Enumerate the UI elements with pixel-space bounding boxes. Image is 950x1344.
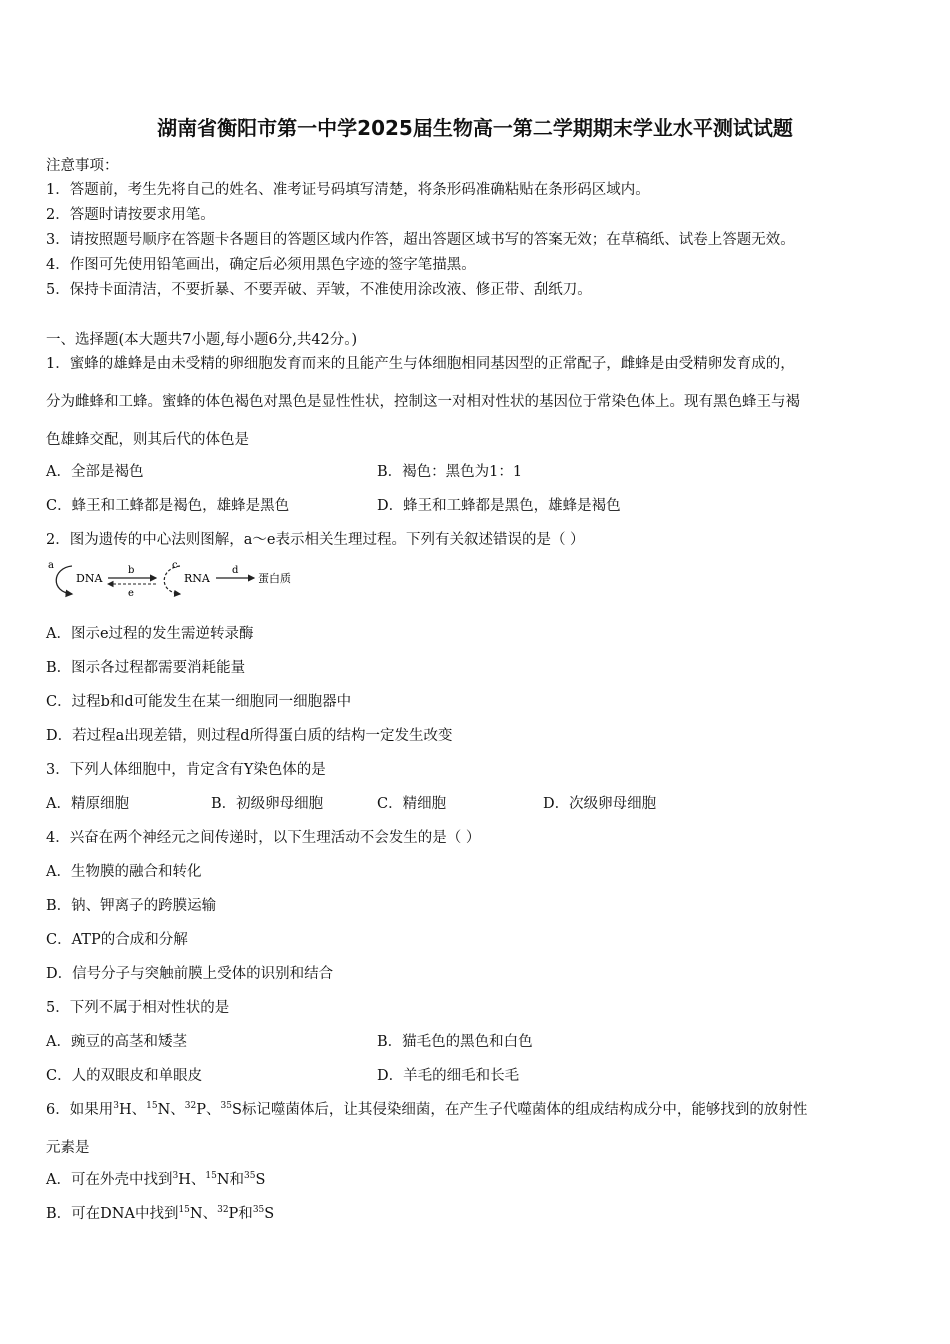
- q4-option-b: B．钠、钾离子的跨膜运输: [46, 898, 217, 914]
- label-c: c: [172, 560, 178, 571]
- q2-option-a: A．图示e过程的发生需逆转录酶: [46, 626, 254, 642]
- q2-stem: 2．图为遗传的中心法则图解，a～e表示相关生理过程。下列有关叙述错误的是（ ）: [46, 532, 585, 548]
- q1-option-b: B．褐色：黑色为1：1: [377, 464, 523, 480]
- q3-option-b: B．初级卵母细胞: [211, 796, 324, 812]
- q1-stem: 1．蜜蜂的雄蜂是由未受精的卵细胞发育而来的且能产生与体细胞相同基因型的正常配子，雌蜂是由受精卵发育成的，: [46, 356, 795, 372]
- label-rna: RNA: [184, 572, 210, 585]
- label-e: e: [128, 588, 134, 599]
- notice-item: 2．答题时请按要求用笔。: [46, 207, 215, 223]
- central-dogma-diagram: [46, 558, 316, 602]
- replication-arrow-a: [56, 566, 72, 594]
- q1-stem: 分为雌蜂和工蜂。蜜蜂的体色褐色对黑色是显性性状，控制这一对相对性状的基因位于常染色体上。现有黑色蜂王与褐: [46, 394, 800, 410]
- q2-option-d: D．若过程a出现差错，则过程d所得蛋白质的结构一定发生改变: [46, 728, 453, 744]
- q4-option-c: C．ATP的合成和分解: [46, 932, 188, 948]
- q4-option-d: D．信号分子与突触前膜上受体的识别和结合: [46, 966, 334, 982]
- label-a: a: [48, 560, 54, 571]
- label-protein: 蛋白质: [258, 572, 291, 585]
- q3-option-c: C．精细胞: [377, 796, 447, 812]
- notice-item: 4．作图可先使用铅笔画出，确定后必须用黑色字迹的签字笔描黑。: [46, 257, 476, 273]
- q5-option-c: C．人的双眼皮和单眼皮: [46, 1068, 203, 1084]
- q3-stem: 3．下列人体细胞中，肯定含有Y染色体的是: [46, 762, 326, 778]
- label-dna: DNA: [76, 572, 103, 585]
- q4-stem: 4．兴奋在两个神经元之间传递时，以下生理活动不会发生的是（ ）: [46, 830, 481, 846]
- notice-item: 1．答题前，考生先将自己的姓名、准考证号码填写清楚，将条形码准确粘贴在条形码区域内。: [46, 182, 650, 198]
- section-heading: 一、选择题(本大题共7小题,每小题6分,共42分。): [46, 332, 358, 348]
- q4-option-a: A．生物膜的融合和转化: [46, 864, 202, 880]
- label-b: b: [128, 565, 135, 576]
- q2-option-b: B．图示各过程都需要消耗能量: [46, 660, 246, 676]
- q1-option-a: A．全部是褐色: [46, 464, 144, 480]
- q5-option-a: A．豌豆的高茎和矮茎: [46, 1034, 187, 1050]
- q6-stem-continued: 元素是: [46, 1140, 90, 1156]
- q5-option-b: B．猫毛色的黑色和白色: [377, 1034, 533, 1050]
- q5-option-d: D．羊毛的细毛和长毛: [377, 1068, 520, 1084]
- q2-option-c: C．过程b和d可能发生在某一细胞同一细胞器中: [46, 694, 352, 710]
- q3-option-d: D．次级卵母细胞: [543, 796, 657, 812]
- q3-option-a: A．精原细胞: [46, 796, 129, 812]
- page-title: 湖南省衡阳市第一中学2025届生物高一第二学期期末学业水平测试试题: [157, 116, 793, 140]
- q6-option-a: A．可在外壳中找到$^3$H、$^{15}$N和$^{35}$S: [46, 1171, 266, 1188]
- q1-option-d: D．蜂王和工蜂都是黑色，雄蜂是褐色: [377, 498, 621, 514]
- q6-option-b: B．可在DNA中找到$^{15}$N、$^{32}$P和$^{35}$S: [46, 1205, 275, 1222]
- notice-item: 3．请按照题号顺序在答题卡各题目的答题区域内作答，超出答题区域书写的答案无效；在草稿纸、试卷上答题无效。: [46, 232, 795, 248]
- notice-item: 5．保持卡面清洁，不要折暴、不要弄破、弄皱，不准使用涂改液、修正带、刮纸刀。: [46, 282, 592, 298]
- q5-stem: 5．下列不属于相对性状的是: [46, 1000, 230, 1016]
- notice-heading: 注意事项：: [46, 158, 119, 174]
- q1-option-c: C．蜂王和工蜂都是褐色，雄蜂是黑色: [46, 498, 290, 514]
- q1-stem: 色雄蜂交配，则其后代的体色是: [46, 432, 249, 448]
- q6-stem: 6．如果用$^3$H、$^{15}$N、$^{32}$P、$^{35}$S标记噬菌体后，让其侵染细菌，在产生子代噬菌体的组成结构成分中，能够找到的放射性: [46, 1101, 808, 1118]
- label-d: d: [232, 565, 239, 576]
